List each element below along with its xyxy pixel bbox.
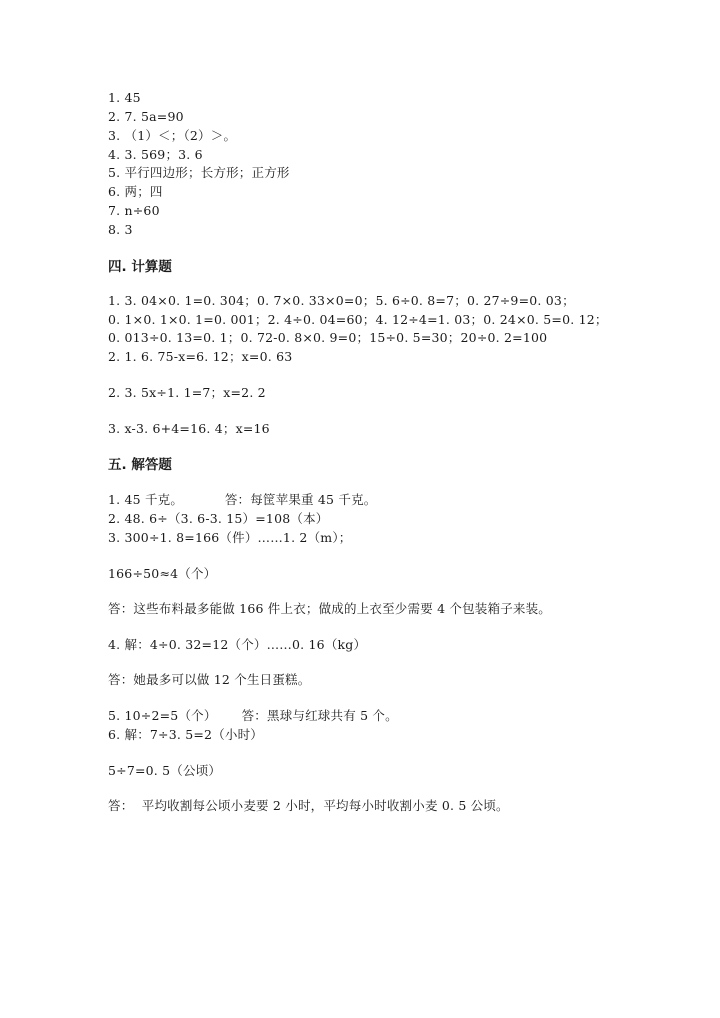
section-5-line-11: 答： 平均收割每公顷小麦要 2 小时，平均每小时收割小麦 0. 5 公顷。 [108,798,509,813]
section-5-line-7: 答：她最多可以做 12 个生日蛋糕。 [108,672,311,687]
answer-3-4: 4. 3. 569；3. 6 [108,147,203,162]
section-5-line-9: 6. 解：7÷3. 5=2（小时） [108,727,264,742]
section-4-line-4: 2. 1. 6. 75-x=6. 12；x=0. 63 [108,349,293,364]
answer-3-1: 1. 45 [108,90,141,105]
answer-3-2: 2. 7. 5a=90 [108,109,184,124]
section-4-line-3: 0. 013÷0. 13=0. 1；0. 72-0. 8×0. 9=0；15÷0. 5=30；20÷0. 2=100 [108,330,548,345]
answer-3-6: 6. 两；四 [108,184,163,199]
answer-3-8: 8. 3 [108,222,133,237]
section-5-title: 五. 解答题 [108,457,172,473]
section-4-line-5: 2. 3. 5x÷1. 1=7；x=2. 2 [108,385,266,400]
section-4-line-1: 1. 3. 04×0. 1=0. 304；0. 7×0. 33×0=0；5. 6÷0. 8=7；0. 27÷9=0. 03； [108,293,575,308]
section-5-line-2: 2. 48. 6÷（3. 6-3. 15）=108（本） [108,511,329,526]
section-5-line-6: 4. 解：4÷0. 32=12（个）……0. 16（kg） [108,637,367,652]
section-5-line-5: 答：这些布料最多能做 166 件上衣；做成的上衣至少需要 4 个包装箱子来装。 [108,601,552,616]
answer-3-5: 5. 平行四边形；长方形；正方形 [108,165,290,180]
answer-3-3: 3. （1）＜；（2）＞。 [108,128,237,143]
answer-3-7: 7. n÷60 [108,203,160,218]
section-4-title: 四. 计算题 [108,259,172,275]
section-5-line-8: 5. 10÷2=5（个） 答：黑球与红球共有 5 个。 [108,708,398,723]
section-5-line-1: 1. 45 千克。 答：每筐苹果重 45 千克。 [108,492,377,507]
section-5-line-10: 5÷7=0. 5（公顷） [108,763,222,778]
section-4-line-6: 3. x-3. 6+4=16. 4；x=16 [108,421,270,436]
section-4-line-2: 0. 1×0. 1×0. 1=0. 001；2. 4÷0. 04=60；4. 12÷4=1. 03；0. 24×0. 5=0. 12； [108,312,608,327]
section-5-line-3: 3. 300÷1. 8=166（件）……1. 2（m）； [108,530,352,545]
section-5-line-4: 166÷50≈4（个） [108,566,217,581]
